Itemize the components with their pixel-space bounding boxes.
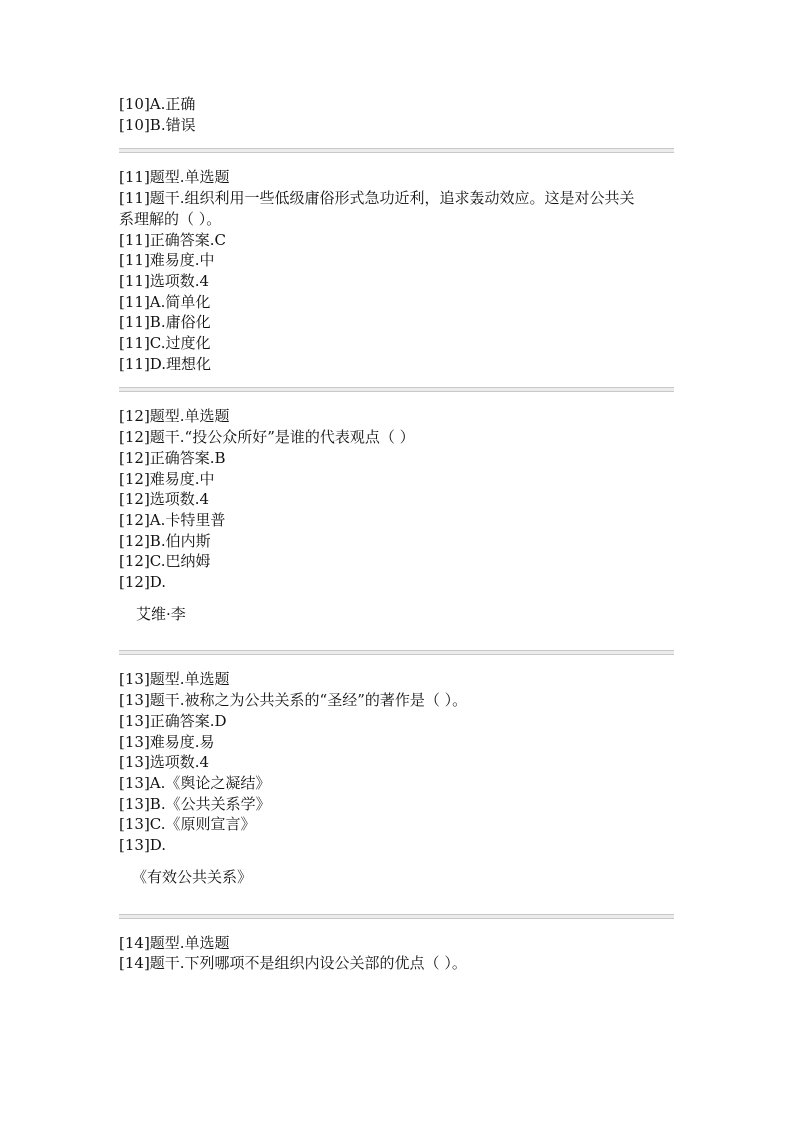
separator	[119, 650, 674, 655]
option-count: [12]选项数.4	[119, 490, 210, 509]
option-d: [11]D.理想化	[119, 354, 212, 373]
question-10-options	[119, 94, 674, 135]
option-c: [12]C.巴纳姆	[119, 552, 211, 571]
document-page	[119, 94, 674, 974]
option-count: [13]选项数.4	[119, 753, 210, 772]
correct-answer: [11]正确答案.C	[119, 230, 227, 249]
question-14	[119, 933, 674, 974]
question-stem: [13]题干.被称之为公共关系的“圣经”的著作是（ ）。	[119, 691, 468, 710]
option-d: [12]D.	[119, 573, 167, 592]
question-13	[119, 669, 674, 887]
option-a: [12]A.卡特里普	[119, 510, 226, 529]
difficulty: [13]难易度.易	[119, 732, 215, 751]
question-11	[119, 167, 674, 374]
difficulty: [12]难易度.中	[119, 469, 215, 488]
option-d-text: 艾维·李	[136, 604, 186, 623]
correct-answer: [13]正确答案.D	[119, 711, 227, 730]
question-type: [14]题型.单选题	[119, 933, 230, 952]
question-stem: [12]题干.“投公众所好”是谁的代表观点（ ）	[119, 428, 415, 447]
option-b: [13]B.《公共关系学》	[119, 794, 271, 813]
option-a: [10]A.正确	[119, 95, 196, 113]
option-c: [11]C.过度化	[119, 334, 211, 353]
option-b: [10]B.错误	[119, 115, 196, 134]
option-b: [12]B.伯内斯	[119, 531, 211, 550]
difficulty: [11]难易度.中	[119, 251, 215, 270]
question-type: [12]题型.单选题	[119, 407, 230, 426]
option-d-text: 《有效公共关系》	[132, 867, 253, 886]
option-c: [13]C.《原则宣言》	[119, 815, 256, 834]
question-stem: [11]题干.组织利用一些低级庸俗形式急功近利，追求轰动效应。这是对公共关	[119, 189, 635, 208]
separator	[119, 148, 674, 153]
question-type: [11]题型.单选题	[119, 168, 230, 187]
option-b: [11]B.庸俗化	[119, 313, 211, 332]
separator	[119, 387, 674, 392]
separator	[119, 914, 674, 919]
question-type: [13]题型.单选题	[119, 670, 230, 689]
option-count: [11]选项数.4	[119, 271, 210, 290]
option-d: [13]D.	[119, 836, 167, 855]
question-stem: [14]题干.下列哪项不是组织内设公关部的优点（ ）。	[119, 954, 467, 973]
correct-answer: [12]正确答案.B	[119, 448, 226, 467]
question-stem-continued: 系理解的（ ）。	[119, 209, 222, 228]
option-a: [13]A.《舆论之凝结》	[119, 773, 271, 792]
question-12	[119, 406, 674, 624]
option-a: [11]A.简单化	[119, 292, 211, 311]
